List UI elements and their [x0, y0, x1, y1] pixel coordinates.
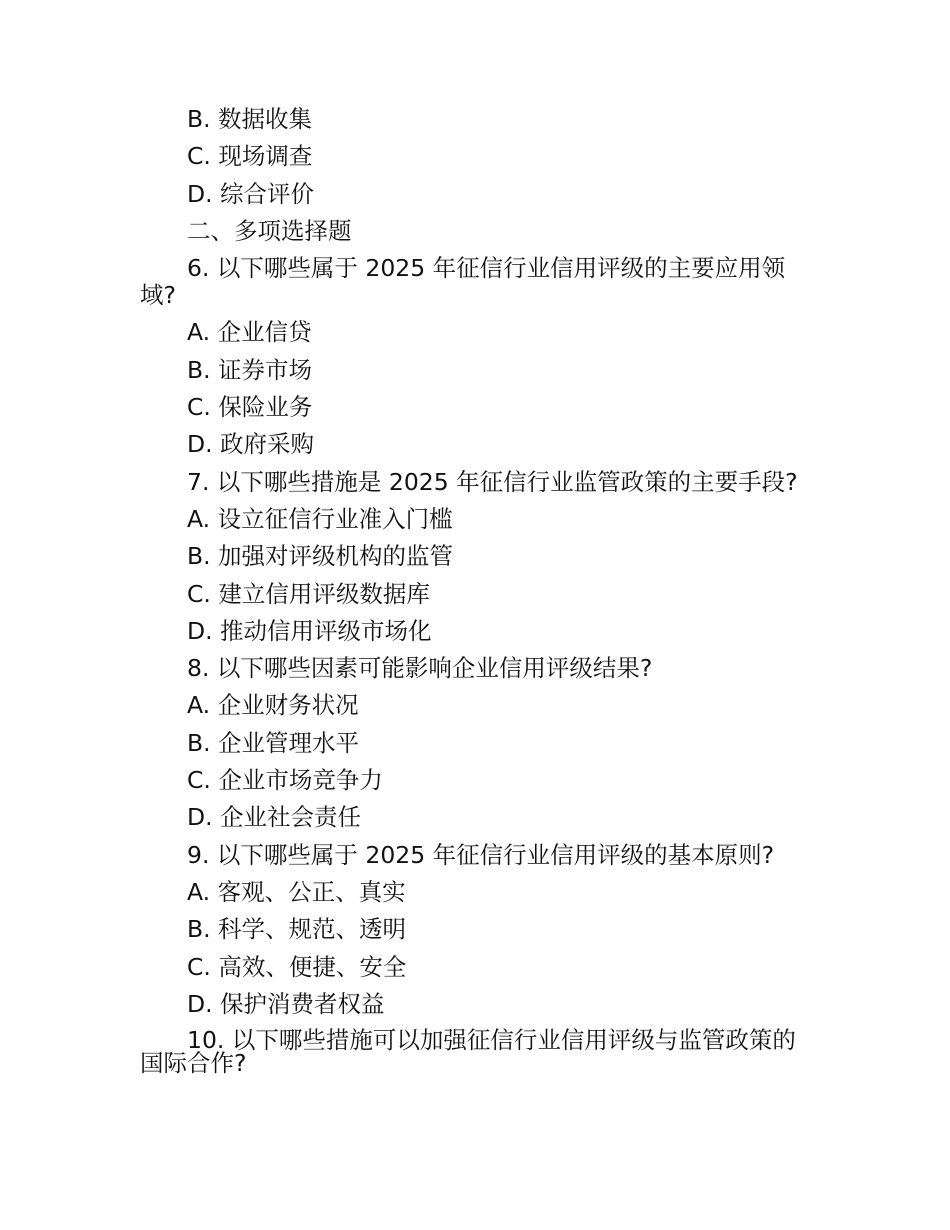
option-5c: C. 现场调查	[187, 142, 313, 171]
option-6b: B. 证券市场	[187, 355, 313, 384]
option-7c: C. 建立信用评级数据库	[187, 579, 430, 608]
option-7d: D. 推动信用评级市场化	[187, 616, 432, 645]
option-6a: A. 企业信贷	[187, 318, 312, 347]
question-7: 7. 以下哪些措施是 2025 年征信行业监管政策的主要手段?	[187, 467, 798, 496]
option-9d: D. 保护消费者权益	[187, 989, 385, 1018]
option-7a: A. 设立征信行业准入门槛	[187, 504, 453, 533]
question-6: 6. 以下哪些属于 2025 年征信行业信用评级的主要应用领域?	[140, 254, 786, 310]
option-6d: D. 政府采购	[187, 430, 315, 459]
question-8: 8. 以下哪些因素可能影响企业信用评级结果?	[187, 654, 653, 683]
option-8b: B. 企业管理水平	[187, 728, 360, 757]
option-5b: B. 数据收集	[187, 105, 313, 133]
section-heading-multiple-choice: 二、多项选择题	[187, 216, 352, 245]
option-9b: B. 科学、规范、透明	[187, 915, 407, 944]
option-9a: A. 客观、公正、真实	[187, 877, 406, 906]
option-5d: D. 综合评价	[187, 179, 315, 208]
option-8a: A. 企业财务状况	[187, 691, 359, 720]
question-9: 9. 以下哪些属于 2025 年征信行业信用评级的基本原则?	[187, 840, 775, 869]
option-8d: D. 企业社会责任	[187, 803, 362, 832]
document-body	[140, 101, 810, 1078]
question-10: 10. 以下哪些措施可以加强征信行业信用评级与监管政策的国际合作?	[140, 1026, 796, 1078]
option-9c: C. 高效、便捷、安全	[187, 952, 407, 981]
option-7b: B. 加强对评级机构的监管	[187, 542, 454, 571]
option-8c: C. 企业市场竞争力	[187, 766, 383, 795]
option-6c: C. 保险业务	[187, 393, 313, 422]
